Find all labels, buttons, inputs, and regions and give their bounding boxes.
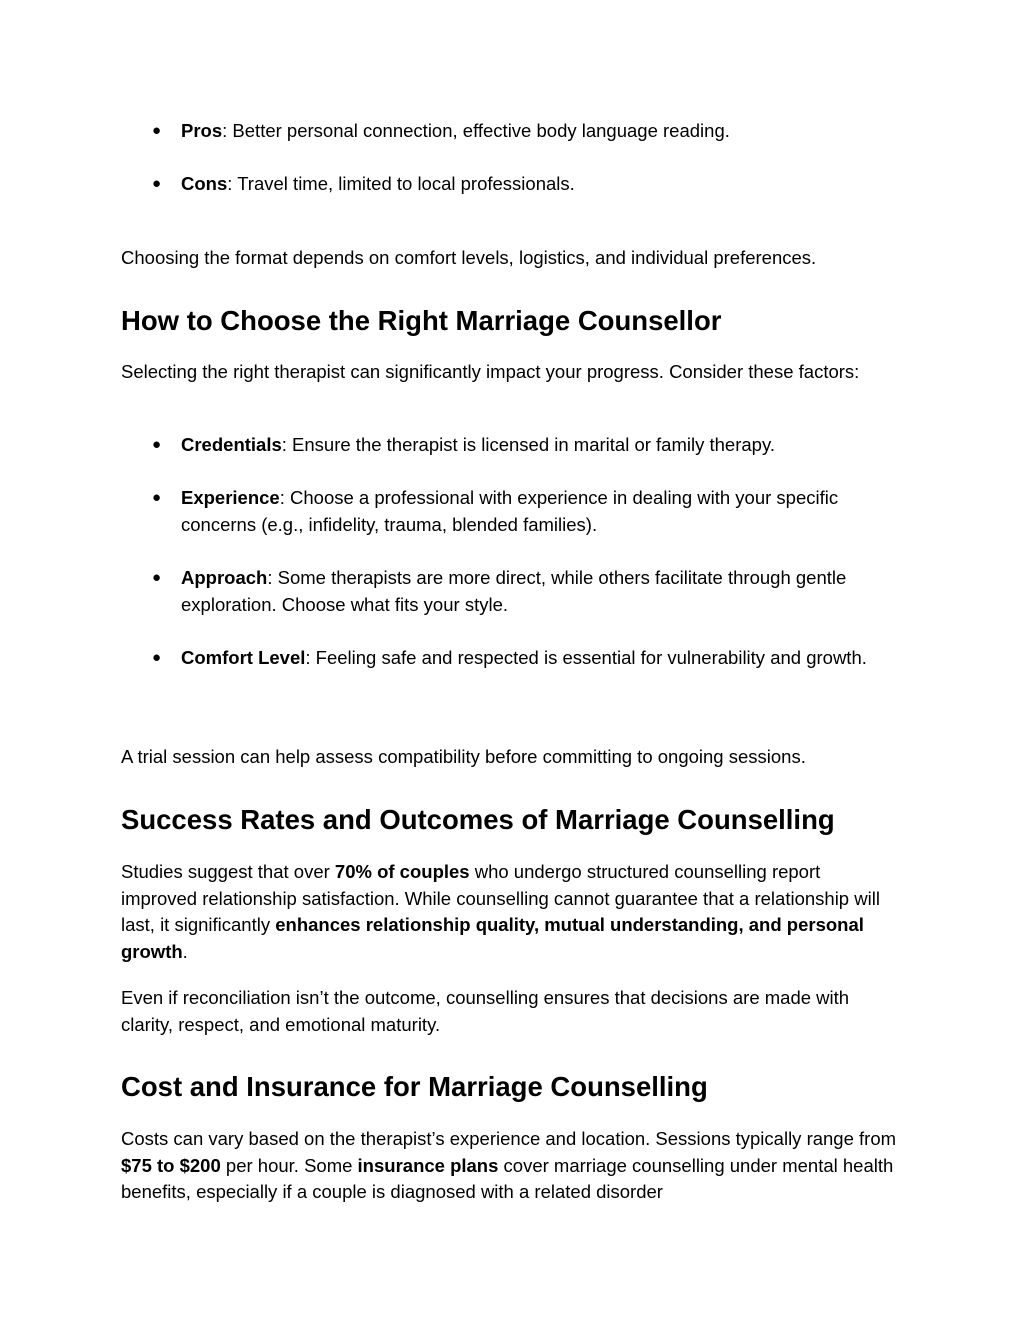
list-item-label: Pros (181, 120, 223, 141)
success-paragraph-1 (121, 859, 886, 965)
list-item-text: : Travel time, limited to local professionals. (227, 173, 575, 194)
list-item-pros (121, 118, 911, 145)
heading-choose-counsellor: How to Choose the Right Marriage Counsellor (121, 305, 722, 336)
text-run: . (182, 940, 188, 962)
list-item-text: : Feeling safe and respected is essential for vulnerability and growth. (305, 647, 867, 668)
factor-list-3 (121, 565, 911, 618)
factor-list-4 (121, 645, 881, 672)
list-item-credentials (121, 432, 911, 459)
cost-paragraph-1 (121, 1126, 901, 1206)
choose-closing: A trial session can help assess compatibility before committing to ongoing sessions. (121, 746, 806, 767)
text-run-bold: insurance plans (357, 1154, 499, 1176)
list-item-text: : Better personal connection, effective body language reading. (222, 120, 730, 141)
format-pros-cons-list-2 (121, 171, 911, 198)
list-item-label: Experience (181, 487, 280, 508)
text-run-bold: 70% of couples (334, 861, 470, 882)
bullet-icon: ● (152, 569, 162, 586)
heading-success-rates: Success Rates and Outcomes of Marriage Counselling (121, 804, 835, 835)
list-item-label: Cons (181, 173, 228, 194)
list-item-approach (121, 565, 911, 618)
bullet-icon: ● (152, 489, 162, 506)
heading-cost-insurance: Cost and Insurance for Marriage Counselling (121, 1071, 708, 1102)
list-item-label: Approach (181, 567, 268, 588)
list-item-text: : Choose a professional with experience in dealing with your specific concerns (e.g., infidelity, trauma, blended families). (181, 487, 839, 535)
format-pros-cons-list (121, 118, 911, 145)
bullet-icon: ● (152, 436, 162, 453)
text-run: Studies suggest that over (121, 861, 335, 882)
text-run: per hour. Some (220, 1154, 358, 1176)
list-item-text: : Ensure the therapist is licensed in marital or family therapy. (281, 434, 775, 455)
list-item-label: Comfort Level (181, 647, 306, 668)
success-paragraph-2: Even if reconciliation isn’t the outcome, counselling ensures that decisions are made with clarity, respect, and emotional maturity. (121, 987, 850, 1035)
list-item-label: Credentials (181, 434, 282, 455)
text-run: who undergo structured counselling report improved relationship satisfaction. While counselling cannot guarantee that a relationship will last, it significantly (121, 861, 880, 936)
bullet-icon: ● (152, 649, 162, 666)
choose-intro: Selecting the right therapist can significantly impact your progress. Consider these factors: (121, 361, 860, 382)
bullet-icon: ● (152, 175, 162, 192)
list-item-cons (121, 171, 911, 198)
list-item-text: : Some therapists are more direct, while others facilitate through gentle exploration. Choose what fits your style. (181, 567, 847, 615)
text-run: cover marriage counselling under mental health benefits, especially if a couple is diagnosed with a related disorder (121, 1154, 894, 1203)
list-item-comfort-level (121, 645, 881, 672)
bullet-icon: ● (152, 122, 162, 139)
text-run-bold: enhances relationship quality, mutual understanding, and personal growth (121, 914, 864, 962)
factor-list (121, 432, 911, 459)
factor-list-2 (121, 485, 911, 538)
text-run-bold: $75 to $200 (121, 1154, 221, 1176)
list-item-experience (121, 485, 911, 538)
text-run: Costs can vary based on the therapist’s experience and location. Sessions typically range from (121, 1128, 897, 1149)
format-note: Choosing the format depends on comfort levels, logistics, and individual preferences. (121, 247, 817, 268)
